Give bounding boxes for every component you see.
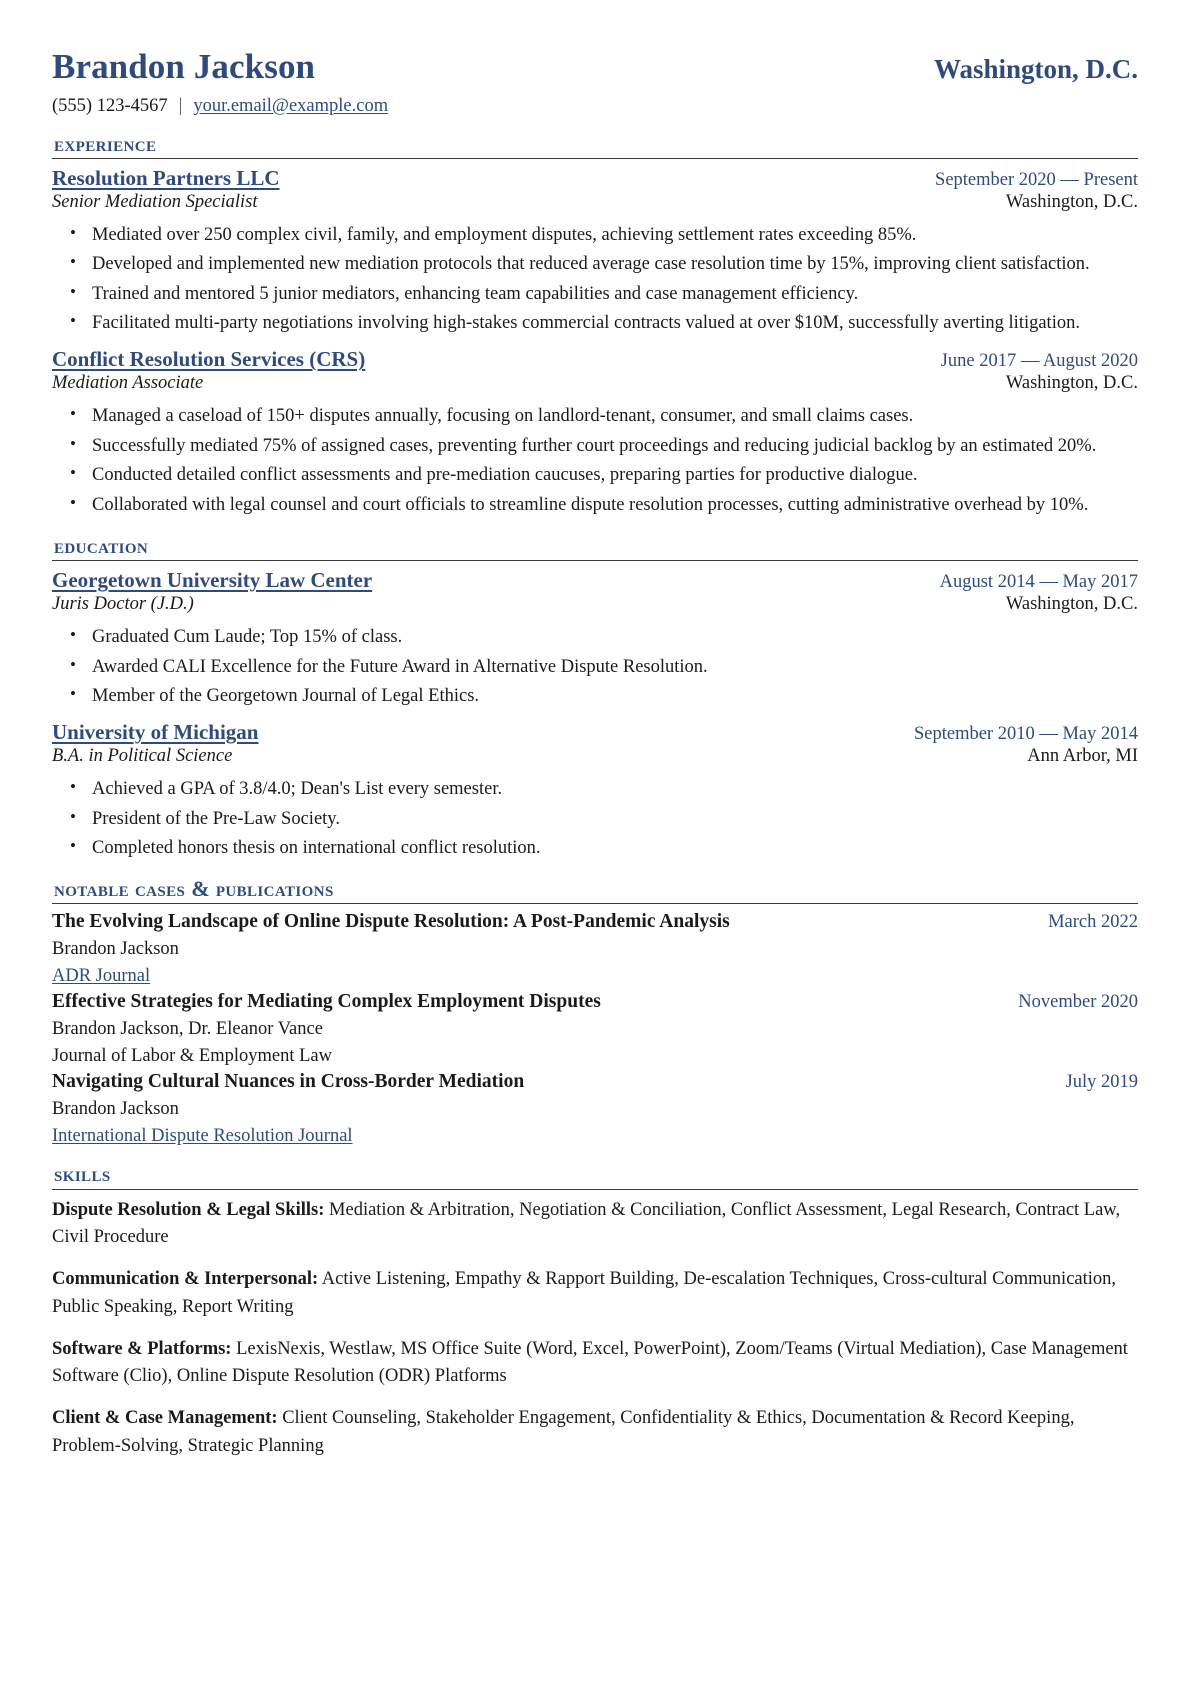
entry-subheader-row <box>52 192 1138 213</box>
education-heading: education <box>54 532 149 558</box>
section-divider <box>52 903 1138 904</box>
school-location: Washington, D.C. <box>1005 594 1138 615</box>
skill-category: Communication & Interpersonal: <box>52 1269 319 1290</box>
skill-category: Client & Case Management: <box>52 1408 278 1429</box>
bullet-item: • Managed a caseload of 150+ disputes annually, focusing on landlord-tenant, consumer, and small claims cases. <box>90 403 1138 430</box>
education-entry <box>52 568 1138 710</box>
publication-header-row <box>52 911 1138 933</box>
bullet-item: • Awarded CALI Excellence for the Future Award in Alternative Dispute Resolution. <box>90 654 1138 681</box>
candidate-name: Brandon Jackson <box>52 47 316 86</box>
publication-title: The Evolving Landscape of Online Dispute Resolution: A Post-Pandemic Analysis <box>52 911 730 933</box>
experience-bullets <box>52 222 1138 338</box>
publication-entry <box>52 911 1138 987</box>
skill-group <box>52 1336 1138 1392</box>
entry-subheader-row <box>52 594 1138 615</box>
publication-venue-link[interactable]: ADR Journal <box>52 966 151 987</box>
candidate-location: Washington, D.C. <box>933 54 1138 84</box>
skills-section <box>52 1161 1138 1460</box>
skill-group <box>52 1266 1138 1322</box>
bullet-item: • Conducted detailed conflict assessments and pre-mediation caucuses, preparing parties for productive dialogue. <box>90 462 1138 489</box>
publication-authors: Brandon Jackson, Dr. Eleanor Vance <box>52 1019 323 1040</box>
education-dates: August 2014 — May 2017 <box>939 572 1138 593</box>
publication-venue: Journal of Labor & Employment Law <box>52 1046 333 1067</box>
publication-date: November 2020 <box>1018 992 1138 1013</box>
experience-entry <box>52 166 1138 338</box>
bullet-item: • Developed and implemented new mediation protocols that reduced average case resolution time by 15%, improving client satisfaction. <box>90 251 1138 278</box>
experience-entry <box>52 347 1138 519</box>
degree-title: B.A. in Political Science <box>52 746 233 767</box>
publication-venue <box>52 1126 1138 1147</box>
job-title: Mediation Associate <box>52 373 204 394</box>
publications-heading: notable cases & publications <box>54 876 334 902</box>
entry-header-row <box>52 347 1138 372</box>
section-divider <box>52 1189 1138 1190</box>
degree-title: Juris Doctor (J.D.) <box>52 594 194 615</box>
section-divider <box>52 560 1138 561</box>
section-divider <box>52 158 1138 159</box>
bullet-item: • Completed honors thesis on international conflict resolution. <box>90 835 1138 862</box>
publication-title: Navigating Cultural Nuances in Cross-Border Mediation <box>52 1071 525 1093</box>
skill-category: Software & Platforms: <box>52 1338 232 1359</box>
entry-subheader-row <box>52 746 1138 767</box>
employer-name[interactable]: Conflict Resolution Services (CRS) <box>52 347 366 372</box>
education-bullets <box>52 624 1138 710</box>
bullet-item: • Trained and mentored 5 junior mediators, enhancing team capabilities and case management efficiency. <box>90 281 1138 308</box>
publication-entry <box>52 1071 1138 1147</box>
contact-line <box>52 96 1138 117</box>
publication-entry <box>52 991 1138 1067</box>
bullet-item: • Successfully mediated 75% of assigned cases, preventing further court proceedings and reducing judicial backlog by an estimated 20%. <box>90 433 1138 460</box>
entry-subheader-row <box>52 373 1138 394</box>
experience-heading: experience <box>54 130 157 156</box>
skill-values: LexisNexis, Westlaw, MS Office Suite (Word, Excel, PowerPoint), Zoom/Teams (Virtual Mediation), Case Management Software (Clio), Online Dispute Resolution (ODR) Platforms <box>52 1338 1128 1387</box>
skill-values: Client Counseling, Stakeholder Engagement, Confidentiality & Ethics, Documentation & Record Keeping, Problem-Solving, Strategic Planning <box>52 1408 1075 1456</box>
publication-header-row <box>52 991 1138 1013</box>
email-link[interactable]: your.email@example.com <box>193 95 389 116</box>
bullet-item: • Member of the Georgetown Journal of Legal Ethics. <box>90 683 1138 710</box>
school-name[interactable]: Georgetown University Law Center <box>52 568 373 593</box>
experience-bullets <box>52 403 1138 519</box>
education-section <box>52 533 1138 862</box>
publication-venue-link[interactable]: International Dispute Resolution Journal <box>52 1126 353 1147</box>
education-entry <box>52 720 1138 862</box>
phone-number: (555) 123-4567 <box>52 95 168 116</box>
job-location: Washington, D.C. <box>1005 191 1138 212</box>
bullet-item: • Achieved a GPA of 3.8/4.0; Dean's List every semester. <box>90 776 1138 803</box>
resume-header <box>52 48 1138 87</box>
skill-category: Dispute Resolution & Legal Skills: <box>52 1199 325 1220</box>
publication-date: July 2019 <box>1065 1072 1138 1093</box>
employment-dates: June 2017 — August 2020 <box>940 351 1138 372</box>
skill-values: Active Listening, Empathy & Rapport Building, De-escalation Techniques, Cross-cultural Communication, Public Speaking, Report Writing <box>52 1269 1117 1317</box>
publication-authors: Brandon Jackson <box>52 1099 179 1120</box>
employer-name[interactable]: Resolution Partners LLC <box>52 165 280 190</box>
publication-header-row <box>52 1071 1138 1093</box>
contact-separator: | <box>178 95 183 116</box>
publication-authors: Brandon Jackson <box>52 939 179 960</box>
bullet-item: • President of the Pre-Law Society. <box>90 806 1138 833</box>
employment-dates: September 2020 — Present <box>935 169 1138 190</box>
job-location: Washington, D.C. <box>1005 373 1138 394</box>
entry-header-row <box>52 568 1138 593</box>
job-title: Senior Mediation Specialist <box>52 191 258 212</box>
bullet-item: • Collaborated with legal counsel and court officials to streamline dispute resolution processes, cutting administrative overhead by 10%. <box>90 492 1138 519</box>
bullet-item: • Graduated Cum Laude; Top 15% of class. <box>90 624 1138 651</box>
bullet-item: • Mediated over 250 complex civil, family, and employment disputes, achieving settlement rates exceeding 85%. <box>90 222 1138 249</box>
publication-title: Effective Strategies for Mediating Complex Employment Disputes <box>52 991 601 1013</box>
school-name[interactable]: University of Michigan <box>52 720 259 745</box>
publications-section <box>52 876 1138 1147</box>
publication-venue <box>52 966 1138 987</box>
school-location: Ann Arbor, MI <box>1027 746 1138 767</box>
education-bullets <box>52 776 1138 862</box>
skill-group <box>52 1405 1138 1461</box>
entry-header-row <box>52 166 1138 191</box>
experience-section <box>52 131 1138 519</box>
skill-group <box>52 1197 1138 1253</box>
publication-date: March 2022 <box>1048 912 1138 933</box>
skill-values: Mediation & Arbitration, Negotiation & Conciliation, Conflict Assessment, Legal Research, Contract Law, Civil Procedure <box>52 1199 1121 1248</box>
bullet-item: • Facilitated multi-party negotiations involving high-stakes commercial contracts valued at over $10M, successfully averting litigation. <box>90 310 1138 337</box>
education-dates: September 2010 — May 2014 <box>913 724 1138 745</box>
entry-header-row <box>52 720 1138 745</box>
skills-heading: skills <box>54 1161 111 1187</box>
